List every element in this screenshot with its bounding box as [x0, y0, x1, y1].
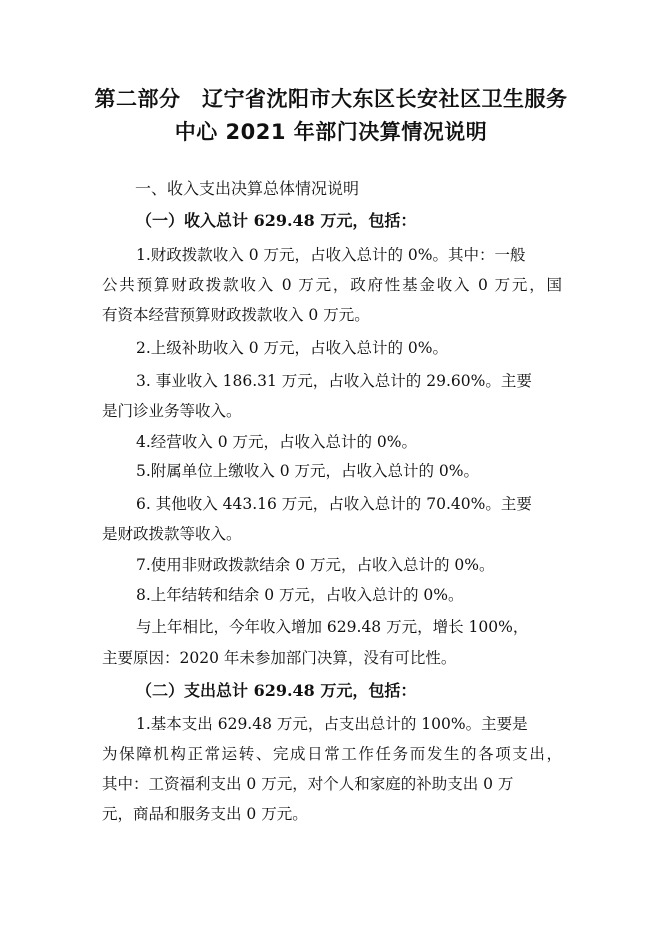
paragraph-line: 为保障机构正常运转、完成日常工作任务而发生的各项支出， — [102, 745, 562, 763]
paragraph-line: 5.附属单位上缴收入 0 万元，占收入总计的 0%。 — [136, 462, 480, 480]
paragraph-line: 4.经营收入 0 万元，占收入总计的 0%。 — [136, 433, 418, 451]
paragraph-line: 公共预算财政拨款收入 0 万元，政府性基金收入 0 万元，国 — [102, 276, 562, 294]
paragraph-line: 是门诊业务等收入。 — [102, 402, 242, 420]
document-title-line-1: 第二部分 辽宁省沈阳市大东区长安社区卫生服务 — [94, 87, 568, 111]
paragraph-line: 1.基本支出 629.48 万元，占支出总计的 100%。主要是 — [136, 715, 528, 733]
paragraph-line: 与上年相比，今年收入增加 629.48 万元，增长 100%， — [136, 618, 529, 636]
paragraph-line: 7.使用非财政拨款结余 0 万元，占收入总计的 0%。 — [136, 556, 495, 574]
paragraph-line: 6. 其他收入 443.16 万元，占收入总计的 70.40%。主要 — [136, 495, 532, 513]
paragraph-line: 主要原因：2020 年未参加部门决算，没有可比性。 — [102, 649, 457, 667]
paragraph-line: 2.上级补助收入 0 万元，占收入总计的 0%。 — [136, 339, 449, 357]
paragraph-line: 有资本经营预算财政拨款收入 0 万元。 — [102, 306, 370, 324]
document-title-line-2: 中心 2021 年部门决算情况说明 — [174, 120, 488, 144]
paragraph-line: 其中：工资福利支出 0 万元，对个人和家庭的补助支出 0 万 — [102, 775, 514, 793]
expense-subheading: （二）支出总计 629.48 万元，包括： — [136, 681, 417, 700]
paragraph-line: 元，商品和服务支出 0 万元。 — [102, 805, 308, 823]
income-subheading: （一）收入总计 629.48 万元，包括： — [136, 211, 417, 230]
paragraph-line: 3. 事业收入 186.31 万元，占收入总计的 29.60%。主要 — [136, 372, 532, 390]
section-heading: 一、收入支出决算总体情况说明 — [135, 179, 360, 198]
paragraph-line: 8.上年结转和结余 0 万元，占收入总计的 0%。 — [136, 586, 464, 604]
paragraph-line: 是财政拨款等收入。 — [102, 525, 242, 543]
paragraph-line: 1.财政拨款收入 0 万元，占收入总计的 0%。其中：一般 — [136, 246, 526, 264]
